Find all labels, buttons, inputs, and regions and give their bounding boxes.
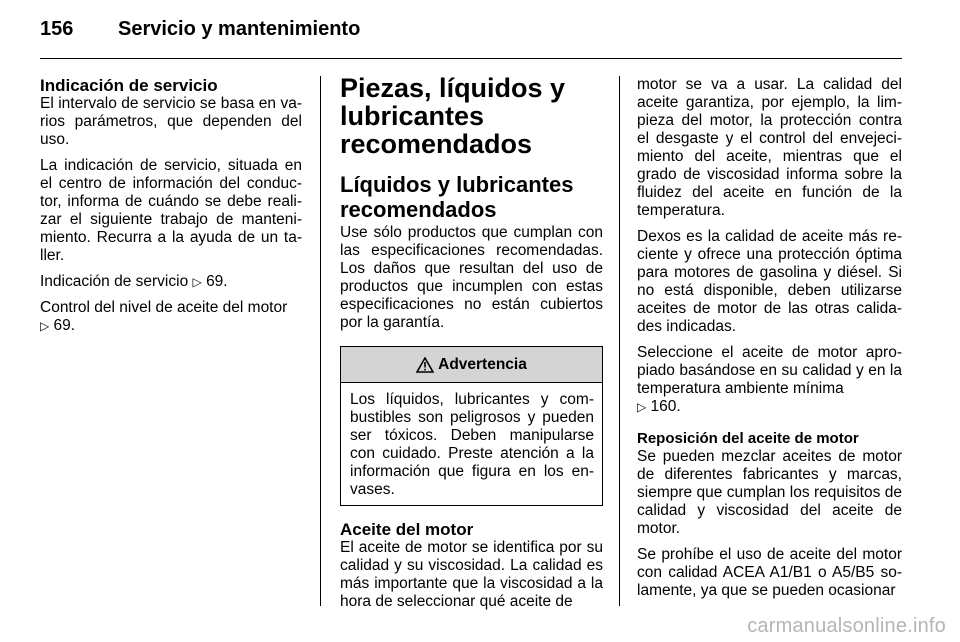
paragraph: El aceite de motor se identifica por su calidad y su viscosidad. La calidad es más importante que la viscosidad a la hora de seleccionar qué aceite de <box>340 539 603 610</box>
paragraph: Use sólo productos que cumplan con las especificaciones recomendadas. Los daños que resultan del uso de productos que incumplen con estas especificaciones no están cubiertos por la garantía. <box>340 224 603 331</box>
section-heading-service-indicator: Indicación de servicio <box>40 76 218 95</box>
paragraph: Se prohíbe el uso de aceite del motor con calidad ACEA A1/B1 o A5/B5 so-lamente, ya que se pueden ocasionar <box>637 546 902 599</box>
warning-title: Advertencia <box>438 355 527 373</box>
chapter-title: Servicio y mantenimiento <box>118 18 361 40</box>
section-heading-fluids: Líquidos y lubricantes recomendados <box>340 172 574 222</box>
page-header <box>40 18 360 48</box>
paragraph: Dexos es la calidad de aceite más re-ciente y ofrece una protección óptima para motores de gasolina y diésel. Si no está disponible, deben utilizarse aceites de motor de las otras calida-des indicadas. <box>637 228 902 335</box>
paragraph: Se pueden mezclar aceites de motor de diferentes fabricantes y marcas, siempre que cumplan los requisitos de calidad y viscosidad del aceite de motor. <box>637 448 902 537</box>
reference-arrow-icon: ▷ <box>192 275 202 289</box>
reference-page: 69. <box>53 317 76 334</box>
header-divider <box>40 58 902 59</box>
reference-arrow-icon: ▷ <box>40 319 50 333</box>
watermark: carmanualsonline.info <box>747 615 946 637</box>
cross-reference[interactable] <box>40 273 302 291</box>
column-1 <box>40 76 302 343</box>
page-number: 156 <box>40 18 74 40</box>
warning-header <box>341 347 602 383</box>
cross-reference[interactable] <box>637 344 902 416</box>
column-divider-2 <box>619 76 620 606</box>
cross-reference[interactable] <box>40 299 302 335</box>
warning-triangle-icon <box>416 357 434 373</box>
column-divider-1 <box>320 76 321 606</box>
chapter-heading: Piezas, líquidos y lubricantes recomendados <box>340 73 566 159</box>
subheading-oil-refill: Reposición del aceite de motor <box>637 430 859 447</box>
reference-text: Indicación de servicio <box>40 273 189 290</box>
warning-box <box>340 346 603 506</box>
reference-arrow-icon: ▷ <box>637 400 647 414</box>
reference-page: 160. <box>650 398 681 415</box>
column-3 <box>637 76 902 608</box>
reference-text: Seleccione el aceite de motor apro-piado basándose en su calidad y en la temperatura ambiente mínima <box>637 344 902 397</box>
paragraph: La indicación de servicio, situada en el centro de información del conduc-tor, informa de cuándo se debe reali-zar el siguiente trabajo de manteni-miento. Recurra a la ayuda de un ta-ller. <box>40 157 302 264</box>
section-heading-engine-oil: Aceite del motor <box>340 520 474 539</box>
warning-body <box>341 383 602 505</box>
reference-page: 69. <box>206 273 228 290</box>
reference-text: Control del nivel de aceite del motor <box>40 299 288 316</box>
warning-text: Los líquidos, lubricantes y com-bustibles son peligrosos y pueden ser tóxicos. Deben manipularse con cuidado. Preste atención a la información que figura en los en-vases. <box>350 391 594 498</box>
column-2 <box>340 73 603 619</box>
paragraph: motor se va a usar. La calidad del aceite garantiza, por ejemplo, la lim-pieza del motor, la protección contra el desgaste y el control del envejeci-miento del aceite, mientras que el grado de viscosidad informa sobre la fluidez del aceite en función de la temperatura. <box>637 76 902 219</box>
paragraph: El intervalo de servicio se basa en va-rios parámetros, que dependen del uso. <box>40 95 302 148</box>
